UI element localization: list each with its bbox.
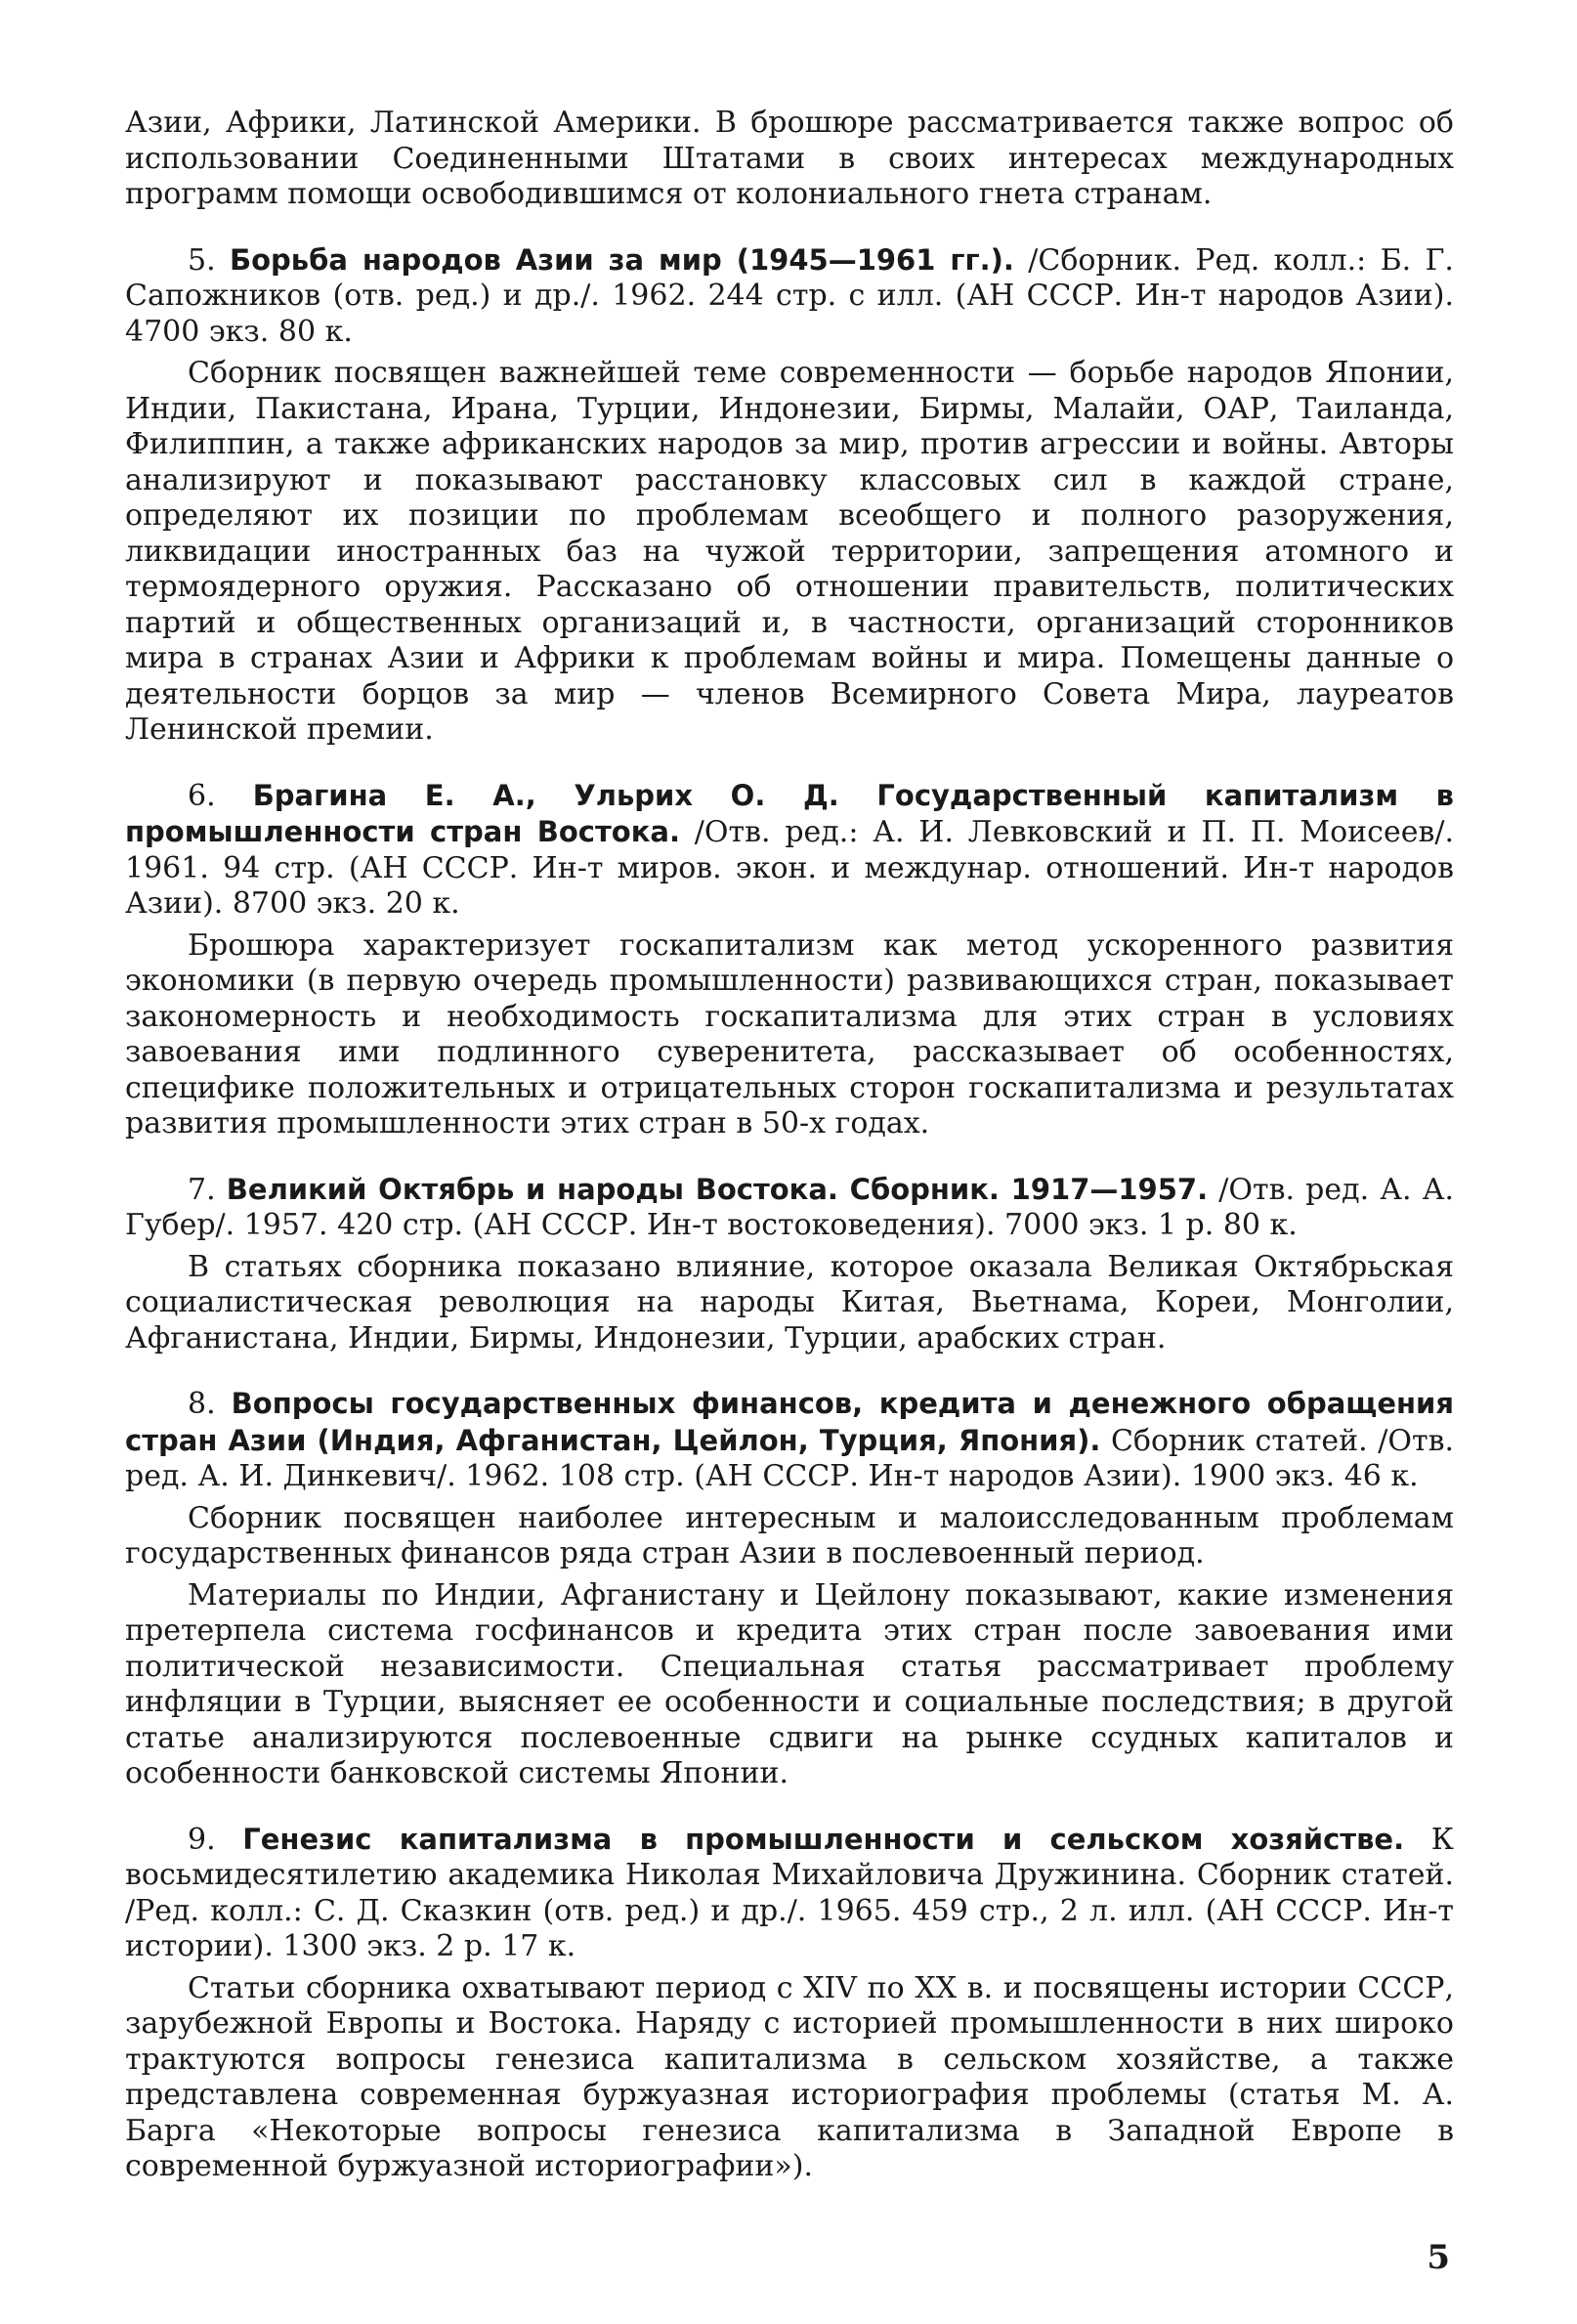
continuation-paragraph: Азии, Африки, Латинской Америки. В брошюре рассматривается также вопрос об использовании Соединенными Штатами в своих интересах международных программ помощи освободившимся от колониального гнета странам. (125, 106, 1454, 211)
entry-number: 5. (188, 242, 216, 278)
bibliography-entry (125, 1386, 1454, 1495)
bibliography-entries (125, 242, 1454, 2185)
entry-number: 7. (188, 1172, 216, 1207)
page-body (125, 106, 1454, 2185)
entry-details: /Отв. ред.: А. И. Левковский и П. П. Моисеев/. 1961. 94 стр. (АН СССР. Ин-т миров. экон. и междунар. отношений. Ин-т народов Азии). 8700 экз. 20 к. (125, 815, 1454, 921)
entry-title: Великий Октябрь и народы Востока. Сборник. 1917—1957. (226, 1172, 1209, 1206)
entry-details: Сборник статей. /Отв. ред. А. И. Динкевич/. 1962. 108 стр. (АН СССР. Ин-т народов Азии). 1900 экз. 46 к. (125, 1423, 1454, 1493)
bibliography-entry (125, 778, 1454, 923)
bibliography-entry (125, 1822, 1454, 1965)
entry-annotation: Сборник посвящен важнейшей теме современности — борьбе народов Японии, Индии, Пакистана, Ирана, Турции, Индонезии, Бирмы, Малайи, ОАР, Таиланда, Филиппин, а также африканских народов за мир, против агрессии и войны. Авторы анализируют и показывают расстановку классовых сил в каждой стране, определяют их позиции по проблемам всеобщего и полного разоружения, ликвидации иностранных баз на чужой территории, запрещения атомного и термоядерного оружия. Рассказано об отношении правительств, политических партий и общественных организаций и, в частности, организаций сторонников мира в странах Азии и Африки к проблемам войны и мира. Помещены данные о деятельности борцов за мир — членов Всемирного Совета Мира, лауреатов Ленинской премии. (125, 356, 1454, 747)
entry-annotation: Сборник посвящен наиболее интересным и малоисследованным проблемам государственных финансов ряда стран Азии в послевоенный период. (125, 1500, 1454, 1571)
entry-number: 8. (188, 1387, 216, 1421)
entry-number: 6. (188, 778, 216, 813)
entry-annotation: Брошюра характеризует госкапитализм как метод ускоренного развития экономики (в первую очередь промышленности) развивающихся стран, показывает закономерность и необходимость госкапитализма для этих стран в условиях завоевания ими подлинного суверенитета, рассказывает об особенностях, специфике положительных и отрицательных сторон госкапитализма и результатах развития промышленности этих стран в 50-х годах. (125, 927, 1454, 1140)
entry-details: /Сборник. Ред. колл.: Б. Г. Сапожников (отв. ред.) и др./. 1962. 244 стр. с илл. (АН СССР. Ин-т народов Азии). 4700 экз. 80 к. (125, 242, 1454, 349)
entry-annotation: В статьях сборника показано влияние, которое оказала Великая Октябрьская социалистическая революция на народы Китая, Вьетнама, Кореи, Монголии, Афганистана, Индии, Бирмы, Индонезии, Турции, арабских стран. (125, 1249, 1454, 1356)
entry-title: Вопросы государственных финансов, кредита и денежного обращения стран Азии (Индия, Афганистан, Цейлон, Турция, Япония). (125, 1387, 1454, 1457)
entry-number: 9. (188, 1822, 216, 1857)
entry-title: Генезис капитализма в промышленности и сельском хозяйстве. (242, 1822, 1405, 1856)
entry-details: К восьмидесятилетию академика Николая Михайловича Дружинина. Сборник статей. /Ред. колл.: С. Д. Сказкин (отв. ред.) и др./. 1965. 459 стр., 2 л. илл. (АН СССР. Ин-т истории). 1300 экз. 2 р. 17 к. (125, 1822, 1454, 1963)
entry-annotation: Материалы по Индии, Афганистану и Цейлону показывают, какие изменения претерпела система госфинансов и кредита этих стран после завоевания ими политической независимости. Специальная статья рассматривает проблему инфляции в Турции, выясняет ее особенности и социальные последствия; в другой статье анализируются послевоенные сдвиги на рынке ссудных капиталов и особенности банковской системы Японии. (125, 1577, 1454, 1790)
bibliography-entry (125, 242, 1454, 351)
entry-title: Борьба народов Азии за мир (1945—1961 гг.). (230, 242, 1014, 277)
bibliography-entry (125, 1172, 1454, 1244)
entry-title: Брагина Е. А., Ульрих О. Д. Государственный капитализм в промышленности стран Востока. (125, 778, 1454, 848)
entry-annotation: Статьи сборника охватывают период с XIV по XX в. и посвящены истории СССР, зарубежной Европы и Востока. Наряду с историей промышленности в них широко трактуются вопросы генезиса капитализма в сельском хозяйстве, а также представлена современная буржуазная историография проблемы (статья М. А. Барга «Некоторые вопросы генезиса капитализма в Западной Европе в современной буржуазной историографии»). (125, 1970, 1454, 2183)
entry-details: /Отв. ред. А. А. Губер/. 1957. 420 стр. (АН СССР. Ин-т востоковедения). 7000 экз. 1 р. 80 к. (125, 1172, 1454, 1242)
page-number: 5 (1427, 2238, 1450, 2277)
